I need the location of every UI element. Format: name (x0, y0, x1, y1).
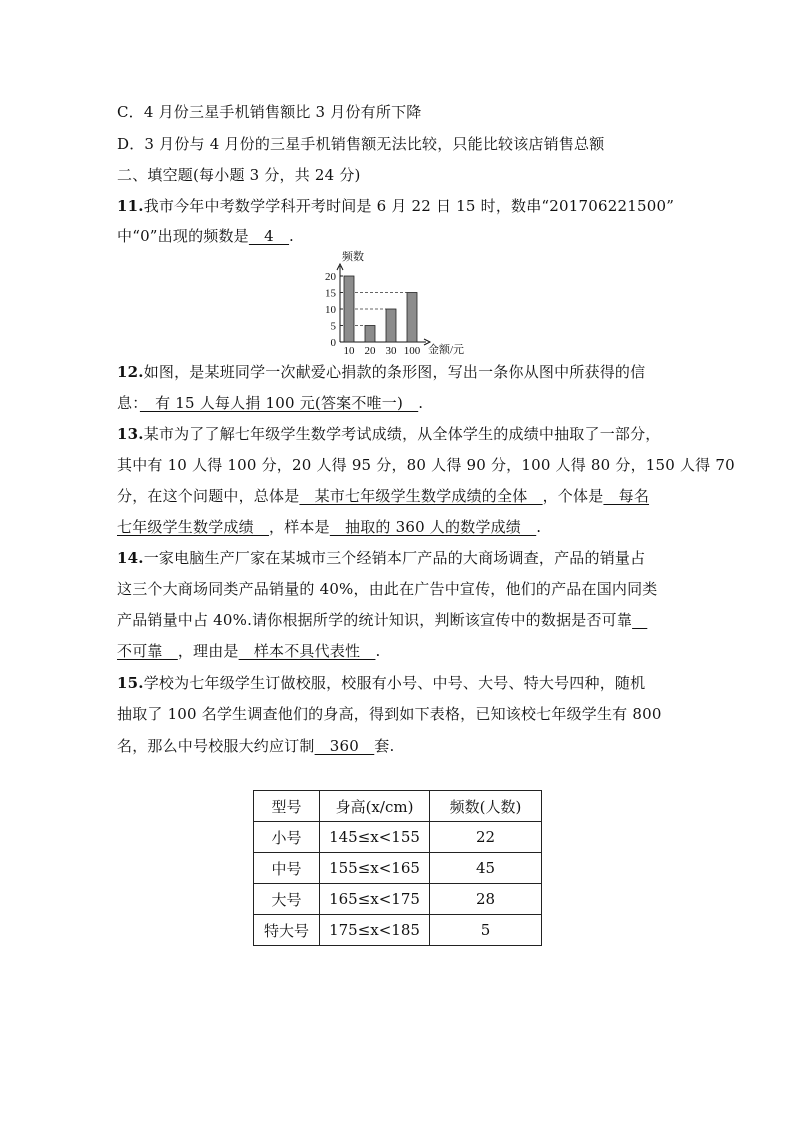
q12-text: 如图，是某班同学一次献爱心捐款的条形图，写出一条你从图中所获得的信 (143, 363, 646, 381)
q13-line2: 其中有 10 人得 100 分，20 人得 95 分，80 人得 90 分，100 人得 80 分，150 人得 70 (117, 456, 735, 474)
x-tick-label: 20 (364, 345, 376, 357)
table-cell: 145≤x<155 (320, 822, 430, 853)
table-cell: 5 (430, 915, 542, 946)
chart-x-label: 金额/元 (428, 344, 465, 356)
q14-answer-reason: 样本不具代表性 (238, 642, 376, 660)
x-tick-label: 10 (343, 345, 355, 357)
q13-line1 (117, 424, 661, 444)
q14-text-4: ，理由是 (177, 642, 239, 660)
table-cell: 155≤x<165 (320, 853, 430, 884)
q15-line3 (117, 736, 394, 756)
uniform-size-table (253, 790, 542, 946)
y-tick-label: 15 (325, 287, 336, 300)
q13-answer-individual-a: 每名 (603, 487, 650, 505)
table-cell: 中号 (254, 853, 320, 884)
q12-text-2: 息： (117, 394, 140, 412)
q13-period: . (536, 518, 542, 536)
x-tick-label: 30 (385, 345, 397, 357)
q13-number: 13. (117, 425, 144, 443)
q14-line1 (117, 548, 645, 568)
y-tick-label: 20 (325, 271, 336, 283)
q11-text: 我市今年中考数学学科开考时间是 6 月 22 日 15 时，数串“201706221500” (143, 197, 675, 215)
q13-line3 (117, 486, 649, 506)
x-tick-label: 100 (403, 345, 421, 357)
q14-period: . (375, 642, 381, 660)
table-cell: 22 (430, 822, 542, 853)
q13-line4 (117, 517, 541, 537)
q12-answer: 有 15 人每人捐 100 元(答案不唯一) (139, 394, 419, 412)
section-header: 二、填空题(每小题 3 分，共 24 分) (117, 166, 361, 184)
q14-answer-a2: 不可靠 (117, 642, 178, 660)
q15-line2: 抽取了 100 名学生调查他们的身高，得到如下表格，已知该校七年级学生有 800 (117, 705, 662, 723)
q13-text-3: 分，在这个问题中，总体是 (117, 487, 300, 505)
q15-line1 (117, 673, 645, 693)
table-row (254, 853, 542, 884)
q12-line1 (117, 362, 645, 382)
table-cell: 大号 (254, 884, 320, 915)
table-cell: 45 (430, 853, 542, 884)
q11-answer: 4 (248, 227, 290, 245)
bar (407, 293, 417, 343)
option-c: C．4 月份三星手机销售额比 3 月份有所下降 (117, 103, 422, 121)
q13-text: 某市为了了解七年级学生数学考试成绩，从全体学生的成绩中抽取了一部分， (143, 425, 661, 443)
y-tick-label: 10 (325, 304, 336, 316)
q15-text: 学校为七年级学生订做校服，校服有小号、中号、大号、特大号四种，随机 (143, 674, 646, 692)
q15-answer: 360 (314, 737, 375, 755)
chart-y-label: 频数 (342, 251, 364, 263)
table-header-cell: 身高(x/cm) (320, 791, 430, 822)
q14-answer-a1 (632, 611, 647, 629)
q13-answer-individual-b: 七年级学生数学成绩 (117, 518, 270, 536)
table-row (254, 822, 542, 853)
bar (386, 309, 396, 342)
q13-text-4: ，样本是 (269, 518, 330, 536)
table-row (254, 884, 542, 915)
table-cell: 28 (430, 884, 542, 915)
q15-number: 15. (117, 674, 144, 692)
y-tick-label: 5 (330, 320, 336, 333)
table-header-cell: 型号 (254, 791, 320, 822)
q14-text-3: 产品销量中占 40%.请你根据所学的统计知识，判断该宣传中的数据是否可靠 (117, 611, 633, 629)
q14-number: 14. (117, 549, 144, 567)
table-row (254, 915, 542, 946)
q14-line2: 这三个大商场同类产品销量的 40%，由此在广告中宣传，他们的产品在国内同类 (117, 580, 658, 598)
bar (344, 276, 354, 342)
q12-period: . (418, 394, 424, 412)
q14-line3 (117, 610, 647, 630)
q15-text-3: 名，那么中号校服大约应订制 (117, 737, 315, 755)
option-d: D．3 月份与 4 月份的三星手机销售额无法比较，只能比较该店销售总额 (117, 135, 605, 153)
q11-line1 (117, 196, 674, 216)
q13-answer-total: 某市七年级学生数学成绩的全体 (299, 487, 543, 505)
q13-text-3b: ，个体是 (542, 487, 604, 505)
table-cell: 175≤x<185 (320, 915, 430, 946)
donation-bar-chart (318, 248, 478, 360)
table-cell: 特大号 (254, 915, 320, 946)
q12-number: 12. (117, 363, 144, 381)
q15-unit: 套. (374, 737, 395, 755)
q11-line2 (117, 226, 294, 246)
table-cell: 165≤x<175 (320, 884, 430, 915)
bar (365, 326, 375, 343)
q11-period: . (289, 227, 295, 245)
y-tick-label: 0 (330, 337, 336, 349)
table-header-row (254, 791, 542, 822)
table-cell: 小号 (254, 822, 320, 853)
q13-answer-sample: 抽取的 360 人的数学成绩 (329, 518, 537, 536)
q12-line2 (117, 393, 423, 413)
table-header-cell: 频数(人数) (430, 791, 542, 822)
q14-line4 (117, 641, 380, 661)
q14-text: 一家电脑生产厂家在某城市三个经销本厂产品的大商场调查，产品的销量占 (143, 549, 646, 567)
q11-number: 11. (117, 197, 144, 215)
q11-text-2: 中“0”出现的频数是 (117, 227, 249, 245)
